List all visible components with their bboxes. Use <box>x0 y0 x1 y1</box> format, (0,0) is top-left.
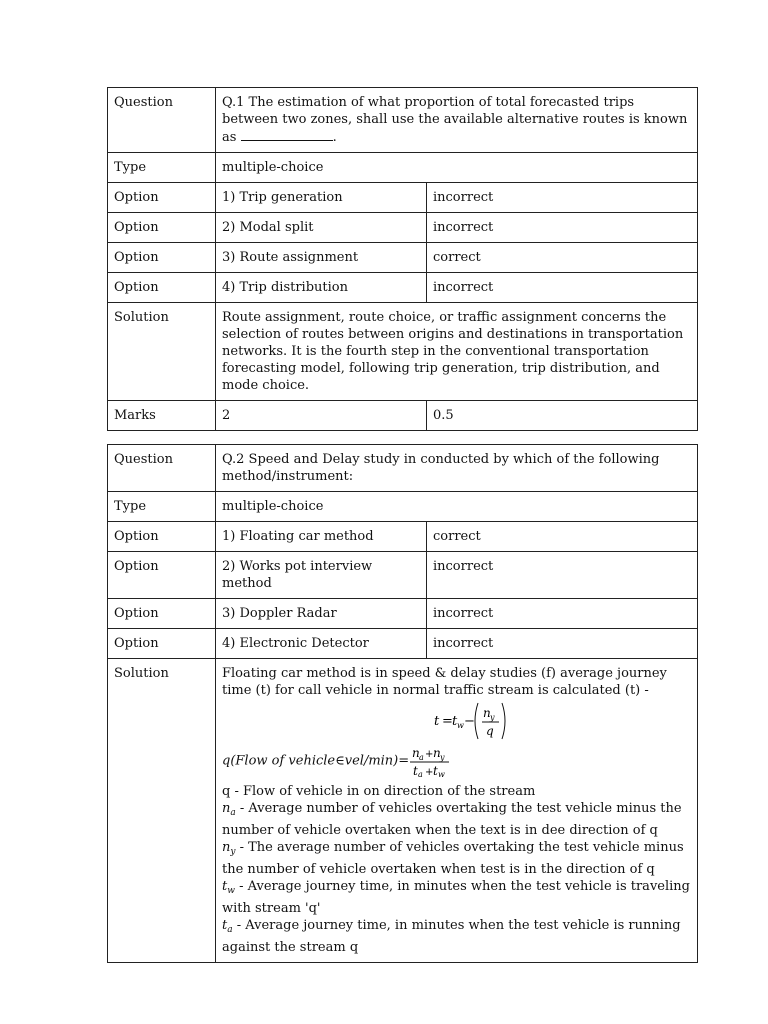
svg-text:q: q <box>485 724 494 738</box>
svg-text:n: n <box>433 746 441 760</box>
option-row <box>108 243 698 273</box>
question-1-table <box>107 87 698 431</box>
question-text: Q.2 Speed and Delay study in conducted by which of the following method/instrument: <box>216 445 698 492</box>
marks-label: Marks <box>108 401 216 431</box>
flow-formula-fraction <box>409 743 451 779</box>
option-text: 2) Works pot interview method <box>216 552 427 599</box>
formula-t-graphic <box>432 699 522 743</box>
option-text: 1) Trip generation <box>216 183 427 213</box>
option-label: Option <box>108 552 216 599</box>
svg-text:t: t <box>413 764 418 778</box>
marks-row <box>108 401 698 431</box>
svg-text:t: t <box>451 714 457 729</box>
solution-label: Solution <box>108 659 216 963</box>
option-row <box>108 213 698 243</box>
option-label: Option <box>108 629 216 659</box>
svg-text:w: w <box>456 721 464 730</box>
definition-na: $n_a$ - Average number of vehicles overtaking the test vehicle minus the number of vehicle overtaken when the text is in dee direction of q <box>222 801 682 838</box>
option-status: incorrect <box>427 213 698 243</box>
question-row <box>108 445 698 492</box>
svg-text:t: t <box>433 764 438 778</box>
type-value: multiple-choice <box>216 492 698 522</box>
option-text: 3) Route assignment <box>216 243 427 273</box>
question-text-cell <box>216 88 698 153</box>
option-status: correct <box>427 522 698 552</box>
option-text: 2) Modal split <box>216 213 427 243</box>
question-2-table <box>107 444 698 963</box>
definition-ny: $n_y$ - The average number of vehicles overtaking the test vehicle minus the number of vehicle overtaken when test is in the direction of q <box>222 840 684 877</box>
type-value: multiple-choice <box>216 153 698 183</box>
definition-tw: $t_w$ - Average journey time, in minutes when the test vehicle is traveling with stream 'q' <box>222 879 690 916</box>
question-label: Question <box>108 445 216 492</box>
definition-q: q - Flow of vehicle in on direction of the stream <box>222 784 536 799</box>
svg-text:y: y <box>440 753 445 762</box>
option-text: 4) Electronic Detector <box>216 629 427 659</box>
svg-text:+: + <box>425 767 434 778</box>
svg-text:a: a <box>419 753 424 762</box>
marks-value: 2 <box>216 401 427 431</box>
svg-text:y: y <box>489 713 495 722</box>
option-label: Option <box>108 183 216 213</box>
option-label: Option <box>108 273 216 303</box>
option-label: Option <box>108 599 216 629</box>
type-label: Type <box>108 153 216 183</box>
negative-marks-value: 0.5 <box>427 401 698 431</box>
type-row <box>108 492 698 522</box>
question-label: Question <box>108 88 216 153</box>
option-status: correct <box>427 243 698 273</box>
option-text: 4) Trip distribution <box>216 273 427 303</box>
type-row <box>108 153 698 183</box>
journey-time-formula <box>222 699 691 743</box>
flow-formula-lhs: q(Flow of vehicle∈vel/min)= <box>222 753 410 769</box>
option-label: Option <box>108 243 216 273</box>
svg-text:−: − <box>463 714 475 729</box>
option-status: incorrect <box>427 629 698 659</box>
type-label: Type <box>108 492 216 522</box>
solution-text: Route assignment, route choice, or traffic assignment concerns the selection of routes between origins and destinations in transportation networks. It is the fourth step in the conventional transportation forecasting model, following trip generation, trip distribution, and mode choice. <box>216 303 698 401</box>
question-row <box>108 88 698 153</box>
option-row <box>108 552 698 599</box>
solution-label: Solution <box>108 303 216 401</box>
question-suffix: . <box>332 130 337 145</box>
option-row <box>108 599 698 629</box>
solution-intro: Floating car method is in speed & delay studies (f) average journey time (t) for call vehicle in normal traffic stream is calculated (t) - <box>222 666 667 698</box>
option-status: incorrect <box>427 599 698 629</box>
option-status: incorrect <box>427 183 698 213</box>
option-row <box>108 522 698 552</box>
option-label: Option <box>108 213 216 243</box>
svg-text:a: a <box>418 770 423 779</box>
svg-text:+: + <box>425 749 434 760</box>
option-status: incorrect <box>427 273 698 303</box>
svg-text:n: n <box>482 706 491 720</box>
answer-blank <box>241 128 333 141</box>
option-label: Option <box>108 522 216 552</box>
svg-text:=: = <box>441 714 453 729</box>
option-text: 1) Floating car method <box>216 522 427 552</box>
flow-formula <box>222 743 691 783</box>
option-row <box>108 273 698 303</box>
solution-row <box>108 303 698 401</box>
solution-row <box>108 659 698 963</box>
svg-text:t: t <box>433 714 439 729</box>
definition-ta: $t_a$ - Average journey time, in minutes when the test vehicle is running against the stream q <box>222 918 681 955</box>
option-status: incorrect <box>427 552 698 599</box>
option-row <box>108 183 698 213</box>
option-row <box>108 629 698 659</box>
svg-text:w: w <box>438 770 446 779</box>
option-text: 3) Doppler Radar <box>216 599 427 629</box>
svg-text:n: n <box>412 746 420 760</box>
solution-cell <box>216 659 698 963</box>
question-text: Q.1 The estimation of what proportion of total forecasted trips between two zones, shall use the available alternative routes is known as <box>222 95 688 145</box>
